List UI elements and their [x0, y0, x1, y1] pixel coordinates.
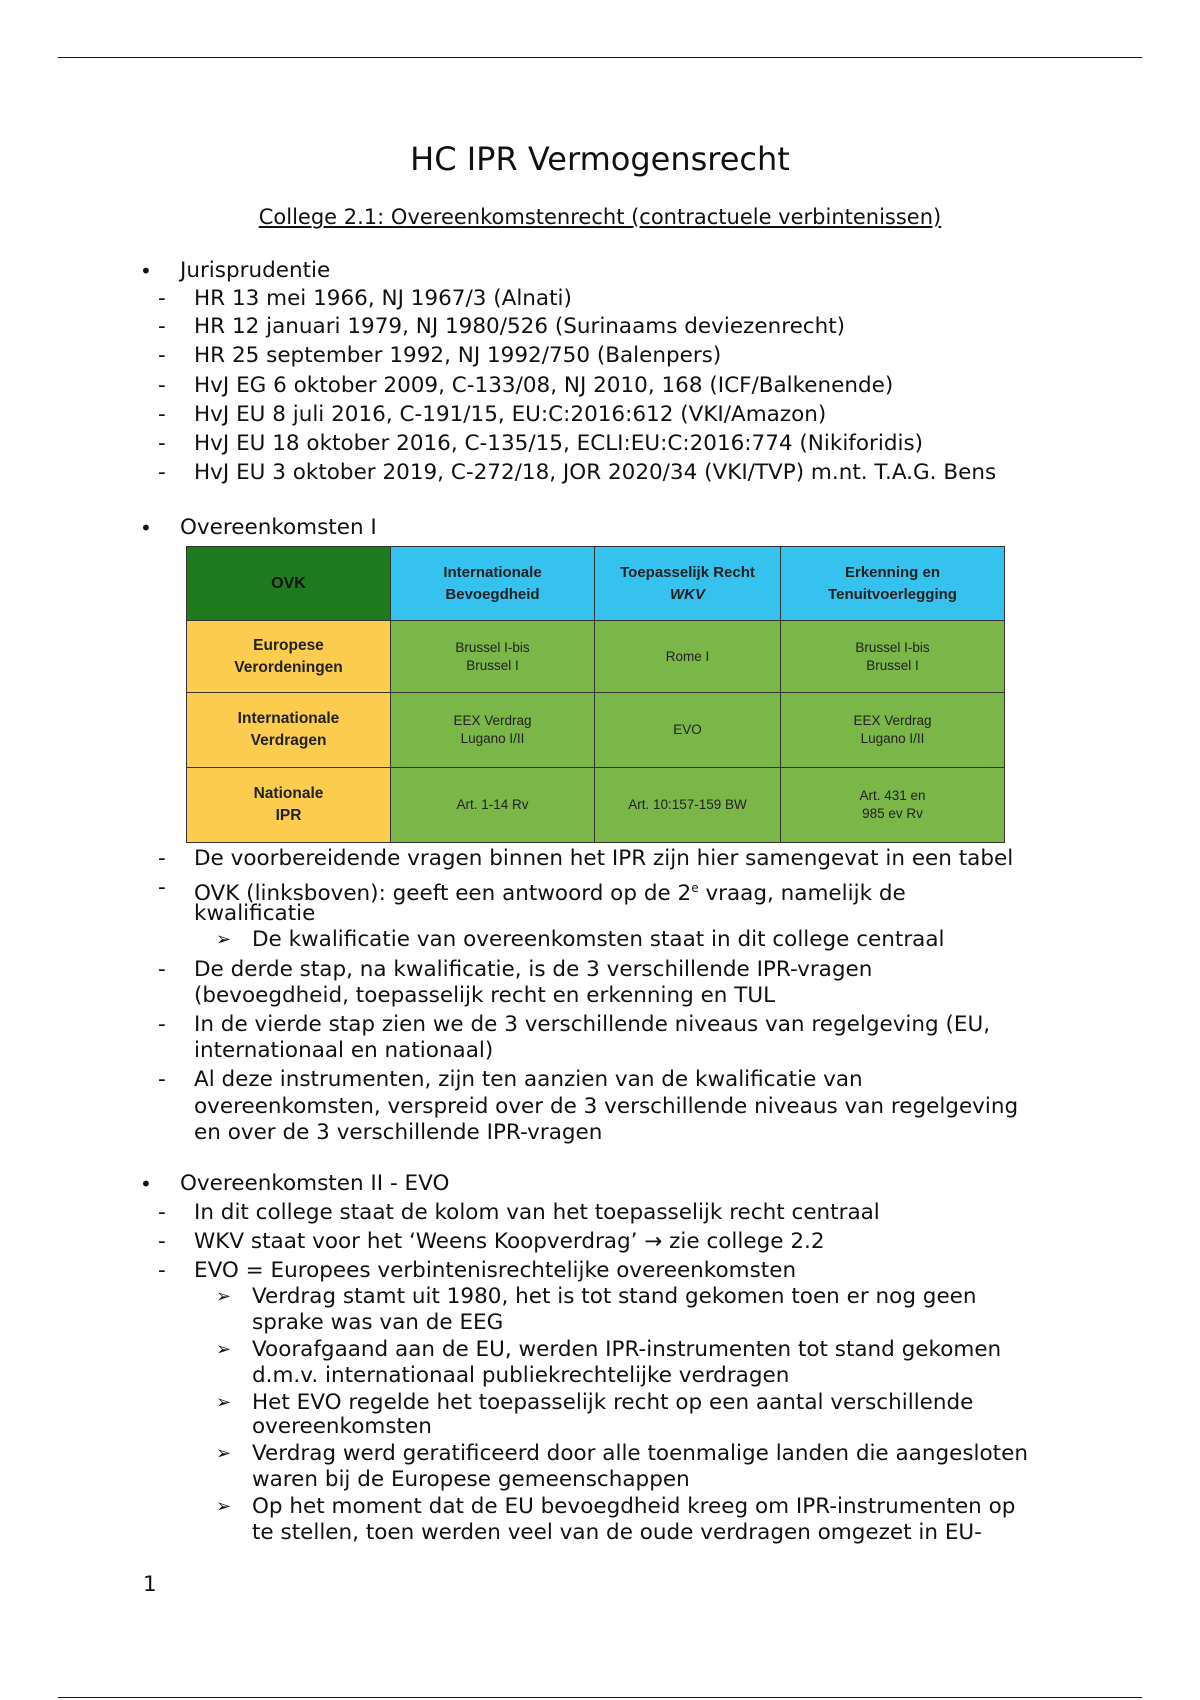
table-header-cell: Toepasselijk Recht WKV — [595, 547, 781, 621]
note-item: Al deze instrumenten, zijn ten aanzien van de kwalificatie van — [194, 1067, 863, 1092]
sub-item-cont: sprake was van de EEG — [252, 1310, 504, 1335]
sub-item-cont: waren bij de Europese gemeenschappen — [252, 1467, 690, 1492]
note-item-cont: en over de 3 verschillende IPR-vragen — [194, 1120, 603, 1145]
table-row-header: Europese Verordeningen — [187, 621, 391, 693]
table-corner-cell: OVK — [187, 547, 391, 621]
dash-icon: - — [158, 460, 166, 485]
bottom-rule — [58, 1697, 1142, 1698]
case-item: HvJ EU 8 juli 2016, C-191/15, EU:C:2016:612 (VKI/Amazon) — [194, 402, 827, 427]
table-cell: Art. 431 en 985 ev Rv — [781, 768, 1005, 843]
case-item: HR 13 mei 1966, NJ 1967/3 (Alnati) — [194, 286, 572, 311]
case-item: HvJ EU 3 oktober 2019, C-272/18, JOR 2020/34 (VKI/TVP) m.nt. T.A.G. Bens — [194, 460, 997, 485]
page-title: HC IPR Vermogensrecht — [410, 140, 790, 178]
table-cell: Rome I — [595, 621, 781, 693]
table-header-cell: Erkenning en Tenuitvoerlegging — [781, 547, 1005, 621]
note-item: In de vierde stap zien we de 3 verschillende niveaus van regelgeving (EU, — [194, 1012, 991, 1037]
dash-icon: - — [158, 846, 166, 871]
note-item-cont: (bevoegdheid, toepasselijk recht en erkenning en TUL — [194, 983, 776, 1008]
note-item: In dit college staat de kolom van het toepasselijk recht centraal — [194, 1200, 880, 1225]
table-row-header: Nationale IPR — [187, 768, 391, 843]
note-item: De voorbereidende vragen binnen het IPR zijn hier samengevat in een tabel — [194, 846, 1014, 871]
note-item-cont: kwalificatie — [194, 901, 316, 926]
section-heading: Overeenkomsten I — [180, 515, 377, 540]
sub-item: Verdrag stamt uit 1980, het is tot stand gekomen toen er nog geen — [252, 1284, 977, 1309]
dash-icon: - — [158, 343, 166, 368]
dash-icon: - — [158, 1229, 166, 1254]
table-cell: Art. 1-14 Rv — [391, 768, 595, 843]
sub-item: Voorafgaand aan de EU, werden IPR-instrumenten tot stand gekomen — [252, 1337, 1002, 1362]
table-cell: EVO — [595, 693, 781, 768]
bullet-icon: • — [140, 259, 152, 283]
table-cell: EEX Verdrag Lugano I/II — [781, 693, 1005, 768]
arrow-bullet-icon: ➢ — [216, 1286, 232, 1307]
note-item-cont: overeenkomsten, verspreid over de 3 verschillende niveaus van regelgeving — [194, 1094, 1019, 1119]
dash-icon: - — [158, 402, 166, 427]
page-number: 1 — [143, 1572, 157, 1597]
table-cell: EEX Verdrag Lugano I/II — [391, 693, 595, 768]
bullet-icon: • — [140, 1172, 152, 1196]
case-item: HR 12 januari 1979, NJ 1980/526 (Surinaams deviezenrecht) — [194, 314, 846, 339]
arrow-bullet-icon: ➢ — [216, 1392, 232, 1413]
page-subtitle: College 2.1: Overeenkomstenrecht (contractuele verbintenissen) — [258, 205, 942, 229]
dash-icon: - — [158, 286, 166, 311]
table-cell: Art. 10:157-159 BW — [595, 768, 781, 843]
note-item: De derde stap, na kwalificatie, is de 3 verschillende IPR-vragen — [194, 957, 873, 982]
table-cell: Brussel I-bis Brussel I — [391, 621, 595, 693]
case-item: HvJ EG 6 oktober 2009, C-133/08, NJ 2010, 168 (ICF/Balkenende) — [194, 373, 894, 398]
dash-icon: - — [158, 431, 166, 456]
note-item: OVK (linksboven): geeft een antwoord op de 2e vraag, namelijk de — [194, 881, 906, 907]
sub-item: De kwalificatie van overeenkomsten staat in dit college centraal — [252, 927, 945, 952]
sub-item: Verdrag werd geratificeerd door alle toenmalige landen die aangesloten — [252, 1441, 1028, 1466]
top-rule — [58, 57, 1142, 58]
dash-icon: - — [158, 875, 166, 900]
table-row-header: Internationale Verdragen — [187, 693, 391, 768]
case-item: HR 25 september 1992, NJ 1992/750 (Balenpers) — [194, 343, 722, 368]
dash-icon: - — [158, 1067, 166, 1092]
dash-icon: - — [158, 1200, 166, 1225]
dash-icon: - — [158, 957, 166, 982]
section-heading: Jurisprudentie — [180, 258, 331, 283]
bullet-icon: • — [140, 516, 152, 540]
dash-icon: - — [158, 314, 166, 339]
sub-item-cont: te stellen, toen werden veel van de oude verdragen omgezet in EU- — [252, 1520, 982, 1545]
dash-icon: - — [158, 373, 166, 398]
section-heading: Overeenkomsten II - EVO — [180, 1171, 450, 1196]
dash-icon: - — [158, 1012, 166, 1037]
sub-item-cont: overeenkomsten — [252, 1414, 432, 1439]
ovk-table — [186, 546, 1005, 843]
note-item: EVO = Europees verbintenisrechtelijke overeenkomsten — [194, 1258, 797, 1283]
sub-item: Op het moment dat de EU bevoegdheid kreeg om IPR-instrumenten op — [252, 1494, 1016, 1519]
dash-icon: - — [158, 1258, 166, 1283]
arrow-bullet-icon: ➢ — [216, 929, 232, 950]
note-item: WKV staat voor het ‘Weens Koopverdrag’ → zie college 2.2 — [194, 1229, 825, 1254]
table-cell: Brussel I-bis Brussel I — [781, 621, 1005, 693]
sub-item: Het EVO regelde het toepasselijk recht op een aantal verschillende — [252, 1390, 974, 1415]
arrow-bullet-icon: ➢ — [216, 1496, 232, 1517]
arrow-bullet-icon: ➢ — [216, 1443, 232, 1464]
table-header-cell: Internationale Bevoegdheid — [391, 547, 595, 621]
arrow-bullet-icon: ➢ — [216, 1339, 232, 1360]
sub-item-cont: d.m.v. internationaal publiekrechtelijke verdragen — [252, 1363, 790, 1388]
case-item: HvJ EU 18 oktober 2016, C-135/15, ECLI:EU:C:2016:774 (Nikiforidis) — [194, 431, 924, 456]
note-item-cont: internationaal en nationaal) — [194, 1038, 494, 1063]
